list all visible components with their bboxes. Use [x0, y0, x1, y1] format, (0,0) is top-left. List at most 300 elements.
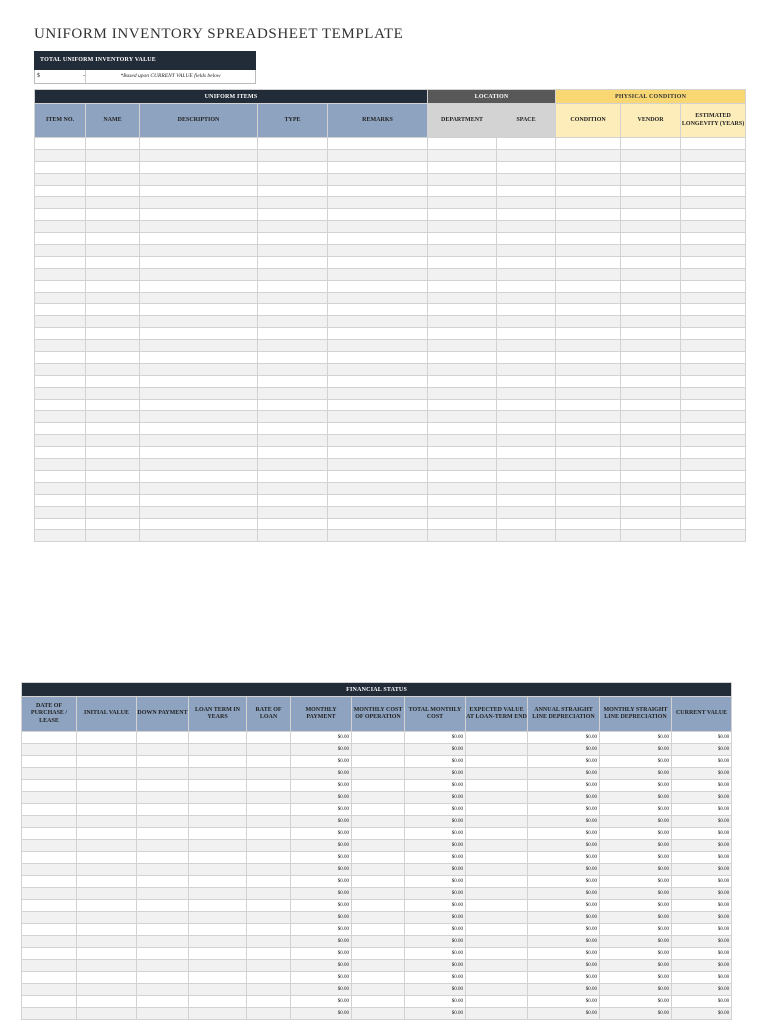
table-cell[interactable]	[86, 233, 140, 245]
table-cell[interactable]	[86, 387, 140, 399]
table-cell[interactable]	[247, 996, 291, 1008]
table-cell[interactable]	[77, 828, 137, 840]
table-cell[interactable]	[189, 780, 247, 792]
table-cell[interactable]	[258, 149, 328, 161]
table-cell[interactable]	[621, 470, 681, 482]
table-cell[interactable]	[258, 530, 328, 542]
table-cell[interactable]	[86, 482, 140, 494]
table-cell[interactable]: $0.00	[528, 924, 600, 936]
table-cell[interactable]: $0.00	[600, 984, 672, 996]
table-cell[interactable]	[137, 816, 189, 828]
table-cell[interactable]	[621, 482, 681, 494]
table-cell[interactable]	[497, 245, 556, 257]
table-cell[interactable]	[556, 399, 621, 411]
table-cell[interactable]	[556, 304, 621, 316]
table-cell[interactable]	[247, 936, 291, 948]
table-cell[interactable]	[681, 482, 746, 494]
table-cell[interactable]	[189, 828, 247, 840]
table-cell[interactable]: $0.00	[600, 744, 672, 756]
table-cell[interactable]	[681, 435, 746, 447]
table-cell[interactable]	[35, 173, 86, 185]
table-cell[interactable]: $0.00	[600, 864, 672, 876]
table-cell[interactable]	[621, 530, 681, 542]
table-cell[interactable]	[466, 792, 528, 804]
table-cell[interactable]: $0.00	[600, 876, 672, 888]
table-cell[interactable]	[189, 864, 247, 876]
table-cell[interactable]: $0.00	[291, 876, 352, 888]
table-cell[interactable]	[352, 912, 405, 924]
table-cell[interactable]	[352, 888, 405, 900]
table-cell[interactable]	[328, 197, 428, 209]
table-cell[interactable]: $0.00	[291, 900, 352, 912]
table-cell[interactable]	[328, 304, 428, 316]
table-cell[interactable]: $0.00	[672, 948, 732, 960]
table-cell[interactable]	[140, 340, 258, 352]
table-cell[interactable]	[497, 161, 556, 173]
table-cell[interactable]	[428, 268, 497, 280]
table-cell[interactable]	[22, 924, 77, 936]
table-cell[interactable]: $0.00	[672, 804, 732, 816]
table-cell[interactable]	[497, 506, 556, 518]
table-cell[interactable]	[137, 792, 189, 804]
table-cell[interactable]	[681, 506, 746, 518]
table-cell[interactable]	[466, 960, 528, 972]
table-cell[interactable]	[466, 852, 528, 864]
table-cell[interactable]: $0.00	[528, 912, 600, 924]
table-cell[interactable]	[86, 518, 140, 530]
table-cell[interactable]	[258, 245, 328, 257]
table-cell[interactable]	[258, 173, 328, 185]
table-cell[interactable]	[352, 924, 405, 936]
table-cell[interactable]	[258, 328, 328, 340]
table-cell[interactable]	[137, 876, 189, 888]
table-cell[interactable]	[137, 732, 189, 744]
table-cell[interactable]: $0.00	[405, 816, 466, 828]
table-cell[interactable]	[681, 304, 746, 316]
table-cell[interactable]	[428, 459, 497, 471]
table-cell[interactable]	[428, 245, 497, 257]
table-cell[interactable]	[497, 411, 556, 423]
table-cell[interactable]	[189, 744, 247, 756]
table-cell[interactable]	[466, 924, 528, 936]
table-cell[interactable]	[428, 411, 497, 423]
table-cell[interactable]	[428, 209, 497, 221]
table-cell[interactable]	[247, 876, 291, 888]
table-cell[interactable]	[328, 518, 428, 530]
table-cell[interactable]	[258, 447, 328, 459]
table-cell[interactable]: $0.00	[600, 912, 672, 924]
table-cell[interactable]	[466, 996, 528, 1008]
table-cell[interactable]	[86, 197, 140, 209]
table-cell[interactable]	[247, 924, 291, 936]
table-cell[interactable]	[556, 209, 621, 221]
table-cell[interactable]	[681, 530, 746, 542]
table-cell[interactable]	[247, 792, 291, 804]
table-cell[interactable]	[352, 816, 405, 828]
table-cell[interactable]	[35, 363, 86, 375]
table-cell[interactable]	[77, 768, 137, 780]
table-cell[interactable]	[140, 268, 258, 280]
table-cell[interactable]	[497, 292, 556, 304]
table-cell[interactable]	[247, 768, 291, 780]
table-cell[interactable]: $0.00	[600, 972, 672, 984]
table-cell[interactable]	[140, 161, 258, 173]
table-cell[interactable]: $0.00	[672, 840, 732, 852]
table-cell[interactable]	[22, 828, 77, 840]
table-cell[interactable]: $0.00	[600, 888, 672, 900]
table-cell[interactable]	[247, 756, 291, 768]
table-cell[interactable]: $0.00	[405, 924, 466, 936]
table-cell[interactable]	[428, 233, 497, 245]
table-cell[interactable]	[556, 221, 621, 233]
table-cell[interactable]	[621, 161, 681, 173]
table-cell[interactable]	[137, 780, 189, 792]
table-cell[interactable]	[681, 363, 746, 375]
table-cell[interactable]	[35, 328, 86, 340]
table-cell[interactable]	[556, 518, 621, 530]
table-cell[interactable]	[140, 316, 258, 328]
table-cell[interactable]	[428, 387, 497, 399]
table-cell[interactable]	[77, 972, 137, 984]
table-cell[interactable]: $0.00	[405, 780, 466, 792]
table-cell[interactable]	[140, 494, 258, 506]
table-cell[interactable]	[497, 197, 556, 209]
table-cell[interactable]	[258, 209, 328, 221]
table-cell[interactable]	[621, 233, 681, 245]
table-cell[interactable]	[497, 221, 556, 233]
table-cell[interactable]	[140, 423, 258, 435]
table-cell[interactable]	[247, 1008, 291, 1020]
table-cell[interactable]: $0.00	[291, 780, 352, 792]
table-cell[interactable]	[140, 292, 258, 304]
table-cell[interactable]	[258, 304, 328, 316]
table-cell[interactable]	[352, 804, 405, 816]
table-cell[interactable]	[352, 744, 405, 756]
table-cell[interactable]	[328, 387, 428, 399]
table-cell[interactable]	[35, 399, 86, 411]
table-cell[interactable]	[247, 732, 291, 744]
table-cell[interactable]	[556, 245, 621, 257]
table-cell[interactable]	[466, 936, 528, 948]
table-cell[interactable]	[77, 744, 137, 756]
table-cell[interactable]	[497, 352, 556, 364]
table-cell[interactable]: $0.00	[672, 900, 732, 912]
table-cell[interactable]	[258, 470, 328, 482]
table-cell[interactable]	[258, 256, 328, 268]
table-cell[interactable]	[497, 316, 556, 328]
table-cell[interactable]	[22, 768, 77, 780]
table-cell[interactable]: $0.00	[600, 852, 672, 864]
table-cell[interactable]	[621, 149, 681, 161]
table-cell[interactable]	[681, 233, 746, 245]
table-cell[interactable]	[189, 936, 247, 948]
table-cell[interactable]	[77, 960, 137, 972]
table-cell[interactable]	[189, 840, 247, 852]
table-cell[interactable]	[35, 435, 86, 447]
table-cell[interactable]	[621, 363, 681, 375]
table-cell[interactable]	[22, 996, 77, 1008]
table-cell[interactable]	[428, 435, 497, 447]
table-cell[interactable]	[428, 197, 497, 209]
table-cell[interactable]	[352, 768, 405, 780]
table-cell[interactable]	[621, 423, 681, 435]
table-cell[interactable]	[328, 423, 428, 435]
table-cell[interactable]	[352, 864, 405, 876]
table-cell[interactable]	[35, 447, 86, 459]
table-cell[interactable]	[86, 292, 140, 304]
table-cell[interactable]	[35, 352, 86, 364]
table-cell[interactable]	[352, 756, 405, 768]
table-cell[interactable]: $0.00	[528, 876, 600, 888]
table-cell[interactable]	[328, 233, 428, 245]
table-cell[interactable]: $0.00	[291, 840, 352, 852]
table-cell[interactable]	[556, 387, 621, 399]
table-cell[interactable]	[86, 138, 140, 150]
table-cell[interactable]: $0.00	[405, 852, 466, 864]
table-cell[interactable]: $0.00	[672, 852, 732, 864]
table-cell[interactable]	[35, 138, 86, 150]
table-cell[interactable]	[466, 876, 528, 888]
table-cell[interactable]	[140, 138, 258, 150]
table-cell[interactable]	[428, 447, 497, 459]
table-cell[interactable]	[556, 197, 621, 209]
table-cell[interactable]	[352, 840, 405, 852]
table-cell[interactable]	[258, 399, 328, 411]
table-cell[interactable]	[137, 972, 189, 984]
table-cell[interactable]	[137, 936, 189, 948]
table-cell[interactable]	[556, 233, 621, 245]
table-cell[interactable]	[86, 316, 140, 328]
table-cell[interactable]: $0.00	[600, 948, 672, 960]
table-cell[interactable]	[35, 530, 86, 542]
table-cell[interactable]: $0.00	[405, 948, 466, 960]
table-cell[interactable]: $0.00	[405, 984, 466, 996]
table-cell[interactable]: $0.00	[405, 864, 466, 876]
table-cell[interactable]	[556, 423, 621, 435]
table-cell[interactable]	[258, 138, 328, 150]
table-cell[interactable]	[35, 268, 86, 280]
table-cell[interactable]	[681, 292, 746, 304]
table-cell[interactable]	[328, 447, 428, 459]
table-cell[interactable]	[140, 221, 258, 233]
table-cell[interactable]	[140, 470, 258, 482]
table-cell[interactable]	[497, 447, 556, 459]
table-cell[interactable]	[86, 161, 140, 173]
table-cell[interactable]	[189, 912, 247, 924]
table-cell[interactable]	[681, 375, 746, 387]
table-cell[interactable]: $0.00	[528, 816, 600, 828]
table-cell[interactable]	[497, 280, 556, 292]
table-cell[interactable]	[352, 732, 405, 744]
table-cell[interactable]	[428, 292, 497, 304]
table-cell[interactable]	[328, 149, 428, 161]
table-cell[interactable]: $0.00	[672, 768, 732, 780]
table-cell[interactable]: $0.00	[672, 828, 732, 840]
table-cell[interactable]	[328, 328, 428, 340]
table-cell[interactable]: $0.00	[405, 876, 466, 888]
table-cell[interactable]	[247, 984, 291, 996]
table-cell[interactable]	[466, 948, 528, 960]
table-cell[interactable]	[621, 494, 681, 506]
table-cell[interactable]	[258, 411, 328, 423]
table-cell[interactable]	[86, 423, 140, 435]
table-cell[interactable]	[137, 984, 189, 996]
table-cell[interactable]	[328, 352, 428, 364]
table-cell[interactable]	[137, 888, 189, 900]
table-cell[interactable]	[35, 245, 86, 257]
table-cell[interactable]	[258, 435, 328, 447]
table-cell[interactable]	[466, 900, 528, 912]
table-cell[interactable]	[352, 1008, 405, 1020]
table-cell[interactable]	[466, 864, 528, 876]
table-cell[interactable]	[189, 900, 247, 912]
table-cell[interactable]: $0.00	[672, 960, 732, 972]
table-cell[interactable]: $0.00	[528, 948, 600, 960]
table-cell[interactable]	[466, 816, 528, 828]
table-cell[interactable]	[352, 996, 405, 1008]
table-cell[interactable]: $0.00	[291, 912, 352, 924]
table-cell[interactable]	[556, 340, 621, 352]
table-cell[interactable]	[621, 506, 681, 518]
table-cell[interactable]	[35, 149, 86, 161]
table-cell[interactable]	[497, 399, 556, 411]
table-cell[interactable]	[77, 888, 137, 900]
table-cell[interactable]: $0.00	[528, 732, 600, 744]
table-cell[interactable]	[621, 138, 681, 150]
table-cell[interactable]	[556, 530, 621, 542]
table-cell[interactable]	[86, 268, 140, 280]
table-cell[interactable]: $0.00	[672, 744, 732, 756]
table-cell[interactable]	[621, 173, 681, 185]
table-cell[interactable]: $0.00	[600, 792, 672, 804]
table-cell[interactable]	[428, 256, 497, 268]
table-cell[interactable]	[86, 328, 140, 340]
table-cell[interactable]: $0.00	[600, 780, 672, 792]
table-cell[interactable]	[328, 482, 428, 494]
table-cell[interactable]: $0.00	[528, 888, 600, 900]
table-cell[interactable]	[497, 304, 556, 316]
table-cell[interactable]	[86, 221, 140, 233]
table-cell[interactable]	[556, 435, 621, 447]
table-cell[interactable]	[247, 900, 291, 912]
table-cell[interactable]	[556, 470, 621, 482]
table-cell[interactable]	[140, 447, 258, 459]
table-cell[interactable]	[86, 245, 140, 257]
table-cell[interactable]	[258, 518, 328, 530]
table-cell[interactable]: $0.00	[528, 996, 600, 1008]
table-cell[interactable]	[77, 816, 137, 828]
table-cell[interactable]	[497, 185, 556, 197]
table-cell[interactable]	[258, 221, 328, 233]
table-cell[interactable]: $0.00	[528, 852, 600, 864]
table-cell[interactable]	[22, 864, 77, 876]
table-cell[interactable]	[22, 756, 77, 768]
table-cell[interactable]	[428, 340, 497, 352]
table-cell[interactable]	[681, 316, 746, 328]
table-cell[interactable]	[258, 161, 328, 173]
table-cell[interactable]	[189, 948, 247, 960]
table-cell[interactable]	[328, 280, 428, 292]
table-cell[interactable]	[497, 494, 556, 506]
table-cell[interactable]	[86, 399, 140, 411]
table-cell[interactable]	[86, 375, 140, 387]
table-cell[interactable]	[428, 352, 497, 364]
table-cell[interactable]	[137, 828, 189, 840]
table-cell[interactable]	[22, 780, 77, 792]
table-cell[interactable]	[247, 948, 291, 960]
table-cell[interactable]	[258, 506, 328, 518]
table-cell[interactable]: $0.00	[405, 900, 466, 912]
table-cell[interactable]	[258, 459, 328, 471]
table-cell[interactable]: $0.00	[405, 912, 466, 924]
table-cell[interactable]	[556, 411, 621, 423]
table-cell[interactable]	[681, 518, 746, 530]
table-cell[interactable]	[77, 864, 137, 876]
table-cell[interactable]	[328, 256, 428, 268]
table-cell[interactable]	[328, 375, 428, 387]
table-cell[interactable]: $0.00	[291, 936, 352, 948]
table-cell[interactable]	[466, 888, 528, 900]
table-cell[interactable]	[497, 328, 556, 340]
table-cell[interactable]	[22, 948, 77, 960]
table-cell[interactable]	[497, 435, 556, 447]
table-cell[interactable]	[137, 840, 189, 852]
table-cell[interactable]	[621, 352, 681, 364]
table-cell[interactable]: $0.00	[405, 756, 466, 768]
table-cell[interactable]: $0.00	[600, 924, 672, 936]
table-cell[interactable]: $0.00	[405, 972, 466, 984]
table-cell[interactable]	[352, 936, 405, 948]
table-cell[interactable]	[35, 161, 86, 173]
table-cell[interactable]	[247, 888, 291, 900]
table-cell[interactable]	[621, 435, 681, 447]
table-cell[interactable]	[22, 1008, 77, 1020]
table-cell[interactable]	[258, 482, 328, 494]
table-cell[interactable]	[428, 185, 497, 197]
table-cell[interactable]	[681, 185, 746, 197]
table-cell[interactable]: $0.00	[291, 972, 352, 984]
table-cell[interactable]	[681, 149, 746, 161]
table-cell[interactable]	[35, 185, 86, 197]
table-cell[interactable]: $0.00	[405, 828, 466, 840]
table-cell[interactable]: $0.00	[405, 936, 466, 948]
table-cell[interactable]	[77, 912, 137, 924]
table-cell[interactable]	[497, 482, 556, 494]
table-cell[interactable]	[466, 780, 528, 792]
table-cell[interactable]	[258, 363, 328, 375]
table-cell[interactable]	[86, 149, 140, 161]
table-cell[interactable]	[35, 209, 86, 221]
table-cell[interactable]	[556, 494, 621, 506]
table-cell[interactable]	[140, 185, 258, 197]
table-cell[interactable]: $0.00	[405, 840, 466, 852]
table-cell[interactable]	[140, 435, 258, 447]
table-cell[interactable]	[466, 1008, 528, 1020]
table-cell[interactable]	[35, 280, 86, 292]
table-cell[interactable]	[328, 138, 428, 150]
table-cell[interactable]	[247, 912, 291, 924]
table-cell[interactable]	[621, 221, 681, 233]
table-cell[interactable]: $0.00	[600, 900, 672, 912]
table-cell[interactable]	[328, 268, 428, 280]
table-cell[interactable]: $0.00	[291, 852, 352, 864]
table-cell[interactable]	[681, 447, 746, 459]
table-cell[interactable]	[681, 268, 746, 280]
table-cell[interactable]: $0.00	[600, 804, 672, 816]
table-cell[interactable]: $0.00	[291, 792, 352, 804]
table-cell[interactable]	[556, 482, 621, 494]
table-cell[interactable]	[681, 411, 746, 423]
